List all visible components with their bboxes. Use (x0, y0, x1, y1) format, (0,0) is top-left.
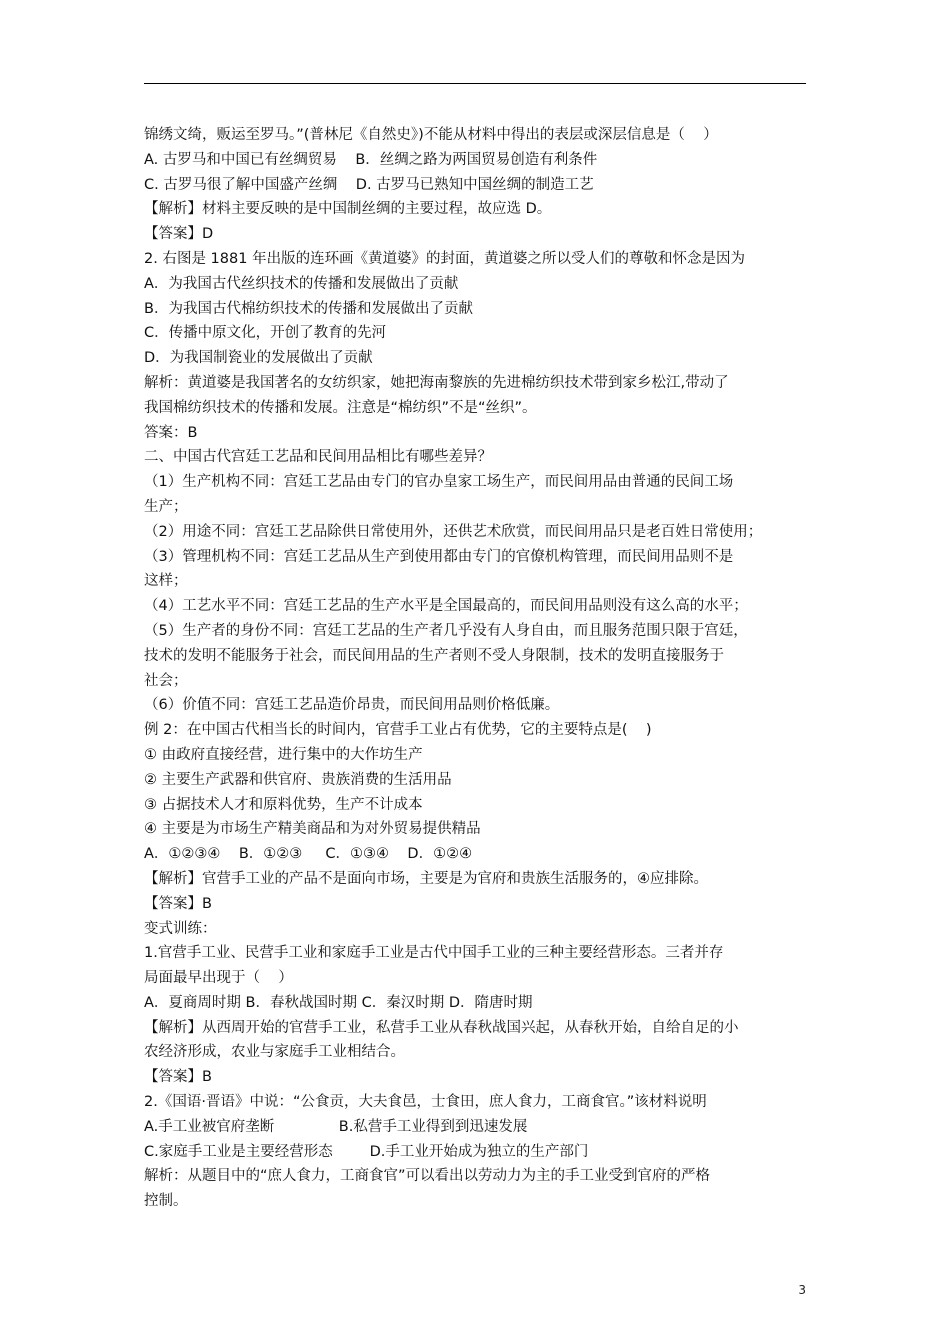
text-line: A．为我国古代丝织技术的传播和发展做出了贡献 (144, 275, 459, 292)
text-line: C．传播中原文化，开创了教育的先河 (144, 325, 387, 342)
text-line: （5）生产者的身份不同：宫廷工艺品的生产者几乎没有人身自由，而且服务范围只限于宫廷， (144, 622, 748, 639)
text-line: 答案：B (144, 424, 198, 441)
text-line: 解析：从题目中的“庶人食力，工商食官”可以看出以劳动力为主的手工业受到官府的严格 (144, 1168, 711, 1185)
header-rule (144, 83, 806, 84)
text-line: 社会； (144, 672, 188, 689)
text-line: （3）管理机构不同：宫廷工艺品从生产到使用都由专门的官僚机构管理，而民间用品则不是 (144, 548, 734, 565)
text-line: 这样； (144, 573, 188, 590)
text-line: 【答案】B (144, 1069, 212, 1086)
document-body (144, 123, 814, 1214)
page-number: 3 (798, 1283, 806, 1297)
text-line: 【解析】从西周开始的官营手工业，私营手工业从春秋战国兴起，从春秋开始，自给自足的小 (144, 1019, 739, 1036)
text-line: 控制。 (144, 1193, 188, 1210)
text-line: ② 主要生产武器和供官府、贵族消费的生活用品 (144, 771, 452, 788)
text-line: A.手工业被官府垄断 B.私营手工业得到到迅速发展 (144, 1118, 528, 1135)
text-line: A．①②③④ B．①②③ C．①③④ D．①②④ (144, 846, 473, 863)
text-line: 生产； (144, 498, 188, 515)
text-line: 解析：黄道婆是我国著名的女纺织家，她把海南黎族的先进棉纺织技术带到家乡松江,带动了 (144, 374, 729, 391)
text-line: 1.官营手工业、民营手工业和家庭手工业是古代中国手工业的三种主要经营形态。三者并存 (144, 945, 724, 962)
text-line: 变式训练： (144, 920, 217, 937)
text-line: B．为我国古代棉纺织技术的传播和发展做出了贡献 (144, 300, 473, 317)
text-line: A. 古罗马和中国已有丝绸贸易 B．丝绸之路为两国贸易创造有利条件 (144, 151, 598, 168)
text-line: （4）工艺水平不同：宫廷工艺品的生产水平是全国最高的，而民间用品则没有这么高的水平； (144, 598, 748, 615)
text-line: 农经济形成，农业与家庭手工业相结合。 (144, 1044, 405, 1061)
text-line: A．夏商周时期 B．春秋战国时期 C．秦汉时期 D．隋唐时期 (144, 994, 533, 1011)
text-line: （2）用途不同：宫廷工艺品除供日常使用外，还供艺术欣赏，而民间用品只是老百姓日常使用； (144, 523, 763, 540)
text-line: C.家庭手工业是主要经营形态 D.手工业开始成为独立的生产部门 (144, 1143, 589, 1160)
text-line: 技术的发明不能服务于社会，而民间用品的生产者则不受人身限制，技术的发明直接服务于 (144, 647, 724, 664)
text-line: （1）生产机构不同：宫廷工艺品由专门的官办皇家工场生产，而民间用品由普通的民间工场 (144, 474, 734, 491)
text-line: ① 由政府直接经营，进行集中的大作坊生产 (144, 746, 423, 763)
text-line: 2.《国语·晋语》中说：“公食贡，大夫食邑，士食田，庶人食力，工商食官。”该材料说明 (144, 1094, 707, 1111)
text-line: 例 2：在中国古代相当长的时间内，官营手工业占有优势，它的主要特点是( ) (144, 722, 652, 739)
text-line: 锦绣文绮，贩运至罗马。”(普林尼《自然史》)不能从材料中得出的表层或深层信息是（ ） (144, 127, 718, 143)
text-line: 【答案】B (144, 895, 212, 912)
text-line: 局面最早出现于（ ） (144, 970, 293, 987)
text-line: 【答案】D (144, 226, 214, 243)
text-line: ③ 占据技术人才和原料优势，生产不计成本 (144, 796, 423, 813)
text-line: （6）价值不同：宫廷工艺品造价昂贵，而民间用品则价格低廉。 (144, 697, 560, 714)
text-line: C. 古罗马很了解中国盛产丝绸 D. 古罗马已熟知中国丝绸的制造工艺 (144, 176, 594, 193)
text-line: 我国棉纺织技术的传播和发展。注意是“棉纺织”不是“丝织”。 (144, 399, 537, 416)
text-line: 【解析】官营手工业的产品不是面向市场，主要是为官府和贵族生活服务的，④应排除。 (144, 870, 708, 887)
text-line: ④ 主要是为市场生产精美商品和为对外贸易提供精品 (144, 821, 481, 838)
text-line: 二、中国古代宫廷工艺品和民间用品相比有哪些差异？ (144, 449, 492, 466)
text-line: D．为我国制瓷业的发展做出了贡献 (144, 350, 373, 367)
text-line: 2. 右图是 1881 年出版的连环画《黄道婆》的封面，黄道婆之所以受人们的尊敬和怀念是因为 (144, 250, 746, 267)
text-line: 【解析】材料主要反映的是中国制丝绸的主要过程，故应选 D。 (144, 201, 552, 218)
